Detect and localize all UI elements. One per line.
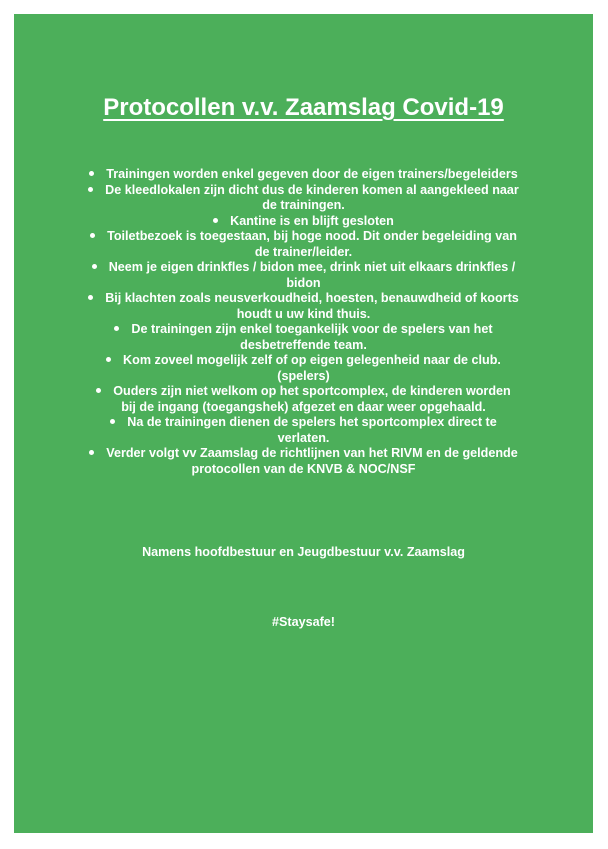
bullet-dot-icon xyxy=(88,295,93,300)
protocol-page xyxy=(14,14,593,833)
hashtag: #Staysafe! xyxy=(271,615,335,629)
list-item-text: Ouders zijn niet welkom op het sportcomplex, de kinderen worden bij de ingang (toegangshek) afgezet en daar weer opgehaald. xyxy=(113,384,511,414)
list-item xyxy=(88,229,519,260)
list-item-text: Neem je eigen drinkfles / bidon mee, drink niet uit elkaars drinkfles / bidon xyxy=(108,260,516,290)
protocol-list xyxy=(88,167,519,477)
bullet-dot-icon xyxy=(89,450,94,455)
bullet-dot-icon xyxy=(90,233,95,238)
list-item-text: De kleedlokalen zijn dicht dus de kinderen komen al aangekleed naar de trainingen. xyxy=(105,182,519,212)
list-item xyxy=(88,167,519,183)
list-item xyxy=(88,415,519,446)
list-item xyxy=(88,446,519,477)
bullet-dot-icon xyxy=(89,171,94,176)
list-item-text: Bij klachten zoals neusverkoudheid, hoesten, benauwdheid of koorts houdt u uw kind thuis. xyxy=(105,291,519,321)
list-item-text: Toiletbezoek is toegestaan, bij hoge nood. Dit onder begeleiding van de trainer/leider. xyxy=(107,229,517,259)
bullet-dot-icon xyxy=(92,264,97,269)
page-title: Protocollen v.v. Zaamslag Covid-19 xyxy=(103,94,504,121)
list-item-text: Trainingen worden enkel gegeven door de eigen trainers/begeleiders xyxy=(106,167,518,181)
bullet-dot-icon xyxy=(213,218,218,223)
list-item xyxy=(88,183,519,214)
list-item-text: Kantine is en blijft gesloten xyxy=(230,213,394,228)
bullet-dot-icon xyxy=(88,187,93,192)
bullet-dot-icon xyxy=(110,419,115,424)
list-item-text: Verder volgt vv Zaamslag de richtlijnen van het RIVM en de geldende protocollen van de KNVB & NOC/NSF xyxy=(106,446,518,476)
bullet-dot-icon xyxy=(96,388,101,393)
list-item xyxy=(88,353,519,384)
list-item-text: Na de trainingen dienen de spelers het sportcomplex direct te verlaten. xyxy=(127,415,497,445)
list-item xyxy=(88,214,519,230)
bullet-dot-icon xyxy=(106,357,111,362)
signature-line: Namens hoofdbestuur en Jeugdbestuur v.v. Zaamslag xyxy=(142,545,465,559)
list-item xyxy=(88,322,519,353)
list-item xyxy=(88,291,519,322)
bullet-dot-icon xyxy=(114,326,119,331)
list-item-text: De trainingen zijn enkel toegankelijk voor de spelers van het desbetreffende team. xyxy=(131,322,493,352)
list-item-text: Kom zoveel mogelijk zelf of op eigen gelegenheid naar de club. (spelers) xyxy=(123,353,501,383)
list-item xyxy=(88,260,519,291)
list-item xyxy=(88,384,519,415)
